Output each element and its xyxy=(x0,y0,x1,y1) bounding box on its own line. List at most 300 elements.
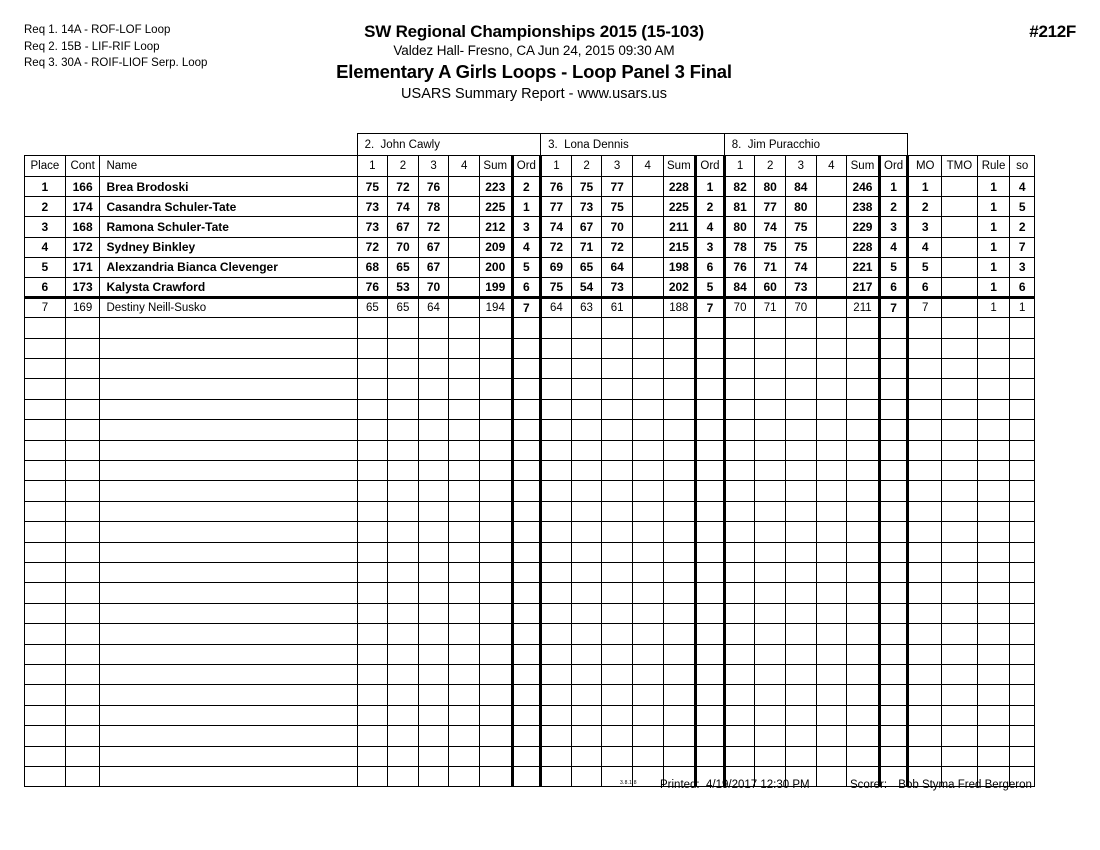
cell-j3-ord: 6 xyxy=(879,277,908,297)
col-header-j2-sum: Sum xyxy=(663,156,696,177)
empty-cell xyxy=(977,440,1010,460)
table-row[interactable] xyxy=(25,277,1035,297)
empty-cell xyxy=(724,603,755,623)
empty-table-row[interactable] xyxy=(25,501,1035,521)
empty-cell xyxy=(357,379,388,399)
scorer-value: Bob Styma Fred Bergeron xyxy=(898,779,1032,791)
col-header-j3-req3: 3 xyxy=(785,156,816,177)
empty-cell xyxy=(977,664,1010,684)
empty-cell xyxy=(847,522,880,542)
cell-j2-req1: 75 xyxy=(541,277,572,297)
table-row[interactable] xyxy=(25,298,1035,318)
empty-cell xyxy=(632,501,663,521)
empty-cell xyxy=(908,318,942,338)
results-table-body xyxy=(25,134,1035,787)
cell-j2-req2: 75 xyxy=(571,177,602,197)
empty-cell xyxy=(571,420,602,440)
cell-place: 7 xyxy=(25,298,66,318)
empty-cell xyxy=(25,522,66,542)
empty-cell xyxy=(357,440,388,460)
empty-cell xyxy=(755,563,786,583)
empty-cell xyxy=(571,624,602,644)
empty-cell xyxy=(1010,440,1035,460)
cell-j2-req1: 77 xyxy=(541,197,572,217)
empty-cell xyxy=(724,522,755,542)
empty-cell xyxy=(449,583,480,603)
empty-cell xyxy=(25,501,66,521)
cell-j2-sum: 202 xyxy=(663,277,696,297)
empty-cell xyxy=(100,542,357,562)
empty-cell xyxy=(479,603,512,623)
empty-cell xyxy=(418,501,449,521)
cell-rule: 1 xyxy=(977,277,1010,297)
empty-table-row[interactable] xyxy=(25,705,1035,725)
empty-cell xyxy=(479,685,512,705)
cell-j3-sum: 228 xyxy=(847,237,880,257)
empty-cell xyxy=(908,624,942,644)
empty-cell xyxy=(418,481,449,501)
cell-j3-req4 xyxy=(816,177,847,197)
empty-table-row[interactable] xyxy=(25,542,1035,562)
empty-cell xyxy=(25,563,66,583)
empty-cell xyxy=(879,461,908,481)
empty-cell xyxy=(977,603,1010,623)
empty-cell xyxy=(879,399,908,419)
empty-table-row[interactable] xyxy=(25,359,1035,379)
empty-cell xyxy=(512,359,541,379)
empty-cell xyxy=(724,624,755,644)
empty-cell xyxy=(816,399,847,419)
cell-j1-sum: 194 xyxy=(479,298,512,318)
cell-j3-req3: 70 xyxy=(785,298,816,318)
empty-cell xyxy=(785,501,816,521)
cell-j1-ord: 5 xyxy=(512,257,541,277)
empty-table-row[interactable] xyxy=(25,379,1035,399)
col-header-rule: Rule xyxy=(977,156,1010,177)
empty-cell xyxy=(602,501,633,521)
cell-j2-req4 xyxy=(632,217,663,237)
empty-cell xyxy=(571,379,602,399)
empty-cell xyxy=(357,501,388,521)
empty-cell xyxy=(632,318,663,338)
empty-table-row[interactable] xyxy=(25,583,1035,603)
empty-cell xyxy=(755,399,786,419)
empty-cell xyxy=(571,481,602,501)
cell-j1-req1: 72 xyxy=(357,237,388,257)
empty-cell xyxy=(541,440,572,460)
empty-cell xyxy=(541,583,572,603)
empty-cell xyxy=(696,664,725,684)
table-row[interactable] xyxy=(25,237,1035,257)
cell-j2-req4 xyxy=(632,197,663,217)
empty-cell xyxy=(977,542,1010,562)
table-row[interactable] xyxy=(25,177,1035,197)
empty-cell xyxy=(696,420,725,440)
empty-cell xyxy=(512,522,541,542)
empty-cell xyxy=(25,603,66,623)
empty-cell xyxy=(816,440,847,460)
empty-cell xyxy=(541,522,572,542)
empty-cell xyxy=(100,522,357,542)
cell-j3-req3: 84 xyxy=(785,177,816,197)
empty-cell xyxy=(25,542,66,562)
cell-j1-req4 xyxy=(449,298,480,318)
cell-j2-req4 xyxy=(632,177,663,197)
empty-cell xyxy=(418,685,449,705)
cell-contestant-number: 172 xyxy=(65,237,100,257)
empty-cell xyxy=(724,461,755,481)
empty-cell xyxy=(418,399,449,419)
empty-cell xyxy=(512,501,541,521)
empty-cell xyxy=(541,461,572,481)
empty-cell xyxy=(541,624,572,644)
empty-cell xyxy=(602,522,633,542)
empty-cell xyxy=(908,379,942,399)
cell-j1-req1: 73 xyxy=(357,217,388,237)
empty-cell xyxy=(696,563,725,583)
empty-cell xyxy=(449,399,480,419)
empty-cell xyxy=(602,379,633,399)
cell-j3-ord: 5 xyxy=(879,257,908,277)
empty-cell xyxy=(65,338,100,358)
cell-j3-req2: 74 xyxy=(755,217,786,237)
empty-cell xyxy=(847,420,880,440)
cell-contestant-number: 169 xyxy=(65,298,100,318)
cell-j3-ord: 7 xyxy=(879,298,908,318)
empty-cell xyxy=(663,624,696,644)
cell-j1-sum: 225 xyxy=(479,197,512,217)
empty-cell xyxy=(942,359,978,379)
empty-cell xyxy=(663,338,696,358)
empty-cell xyxy=(1010,746,1035,766)
empty-cell xyxy=(632,726,663,746)
empty-table-row[interactable] xyxy=(25,726,1035,746)
empty-cell xyxy=(602,603,633,623)
judge-band-row xyxy=(25,134,1035,156)
cell-j3-sum: 211 xyxy=(847,298,880,318)
empty-cell xyxy=(785,338,816,358)
empty-cell xyxy=(879,359,908,379)
cell-j1-req3: 70 xyxy=(418,277,449,297)
cell-mo: 2 xyxy=(908,197,942,217)
empty-cell xyxy=(942,746,978,766)
empty-cell xyxy=(418,522,449,542)
cell-j1-req2: 65 xyxy=(388,257,419,277)
judge-panel-header-1 xyxy=(357,134,541,156)
empty-cell xyxy=(512,481,541,501)
empty-cell xyxy=(1010,318,1035,338)
empty-cell xyxy=(724,318,755,338)
col-header-j1-req2: 2 xyxy=(388,156,419,177)
judge-panel-header-2 xyxy=(541,134,725,156)
cell-j3-req4 xyxy=(816,237,847,257)
empty-table-row[interactable] xyxy=(25,624,1035,644)
cell-j3-sum: 246 xyxy=(847,177,880,197)
empty-cell xyxy=(755,501,786,521)
empty-cell xyxy=(816,746,847,766)
empty-table-row[interactable] xyxy=(25,664,1035,684)
empty-cell xyxy=(571,583,602,603)
empty-cell xyxy=(449,685,480,705)
report-subtitle: USARS Summary Report - www.usars.us xyxy=(401,86,667,102)
empty-cell xyxy=(977,420,1010,440)
empty-cell xyxy=(1010,542,1035,562)
cell-j1-ord: 1 xyxy=(512,197,541,217)
cell-j3-req4 xyxy=(816,277,847,297)
empty-cell xyxy=(632,685,663,705)
cell-j2-req4 xyxy=(632,257,663,277)
printed-label: Printed: xyxy=(660,779,700,791)
cell-rule: 1 xyxy=(977,197,1010,217)
empty-cell xyxy=(25,379,66,399)
empty-cell xyxy=(942,563,978,583)
cell-j1-req1: 68 xyxy=(357,257,388,277)
empty-cell xyxy=(847,705,880,725)
empty-cell xyxy=(65,746,100,766)
empty-cell xyxy=(696,481,725,501)
empty-cell xyxy=(663,542,696,562)
empty-cell xyxy=(942,379,978,399)
empty-cell xyxy=(847,440,880,460)
empty-cell xyxy=(541,563,572,583)
judge-name: John Cawly xyxy=(380,138,440,151)
empty-cell xyxy=(65,481,100,501)
empty-cell xyxy=(512,399,541,419)
empty-cell xyxy=(977,685,1010,705)
empty-cell xyxy=(512,746,541,766)
empty-cell xyxy=(25,359,66,379)
empty-cell xyxy=(663,522,696,542)
cell-j3-ord: 2 xyxy=(879,197,908,217)
empty-cell xyxy=(696,359,725,379)
empty-cell xyxy=(977,379,1010,399)
empty-cell xyxy=(388,359,419,379)
empty-table-row[interactable] xyxy=(25,685,1035,705)
empty-cell xyxy=(65,624,100,644)
cell-j1-req3: 72 xyxy=(418,217,449,237)
cell-j2-ord: 5 xyxy=(696,277,725,297)
cell-skater-name: Alexzandria Bianca Clevenger xyxy=(100,257,357,277)
empty-cell xyxy=(25,664,66,684)
printed-timestamp xyxy=(660,779,810,791)
empty-cell xyxy=(908,440,942,460)
empty-cell xyxy=(418,603,449,623)
empty-cell xyxy=(571,603,602,623)
empty-cell xyxy=(785,624,816,644)
cell-contestant-number: 166 xyxy=(65,177,100,197)
cell-j3-sum: 221 xyxy=(847,257,880,277)
judge-number: 3. xyxy=(548,138,558,151)
empty-table-row[interactable] xyxy=(25,338,1035,358)
cell-skater-name: Destiny Neill-Susko xyxy=(100,298,357,318)
empty-cell xyxy=(449,318,480,338)
cell-j3-req4 xyxy=(816,298,847,318)
col-header-mo: MO xyxy=(908,156,942,177)
table-row[interactable] xyxy=(25,257,1035,277)
empty-cell xyxy=(724,726,755,746)
cell-j2-req3: 77 xyxy=(602,177,633,197)
empty-cell xyxy=(847,542,880,562)
cell-rule: 1 xyxy=(977,237,1010,257)
empty-cell xyxy=(65,542,100,562)
cell-mo: 3 xyxy=(908,217,942,237)
cell-so: 5 xyxy=(1010,197,1035,217)
empty-cell xyxy=(632,399,663,419)
venue-and-datetime: Valdez Hall- Fresno, CA Jun 24, 2015 09:30 AM xyxy=(393,43,675,58)
empty-cell xyxy=(977,563,1010,583)
cell-j1-sum: 199 xyxy=(479,277,512,297)
cell-j3-req4 xyxy=(816,217,847,237)
empty-cell xyxy=(1010,481,1035,501)
empty-cell xyxy=(724,542,755,562)
empty-table-row[interactable] xyxy=(25,644,1035,664)
col-header-j3-req4: 4 xyxy=(816,156,847,177)
empty-table-row[interactable] xyxy=(25,318,1035,338)
cell-j3-req2: 77 xyxy=(755,197,786,217)
cell-j1-req3: 76 xyxy=(418,177,449,197)
table-row[interactable] xyxy=(25,217,1035,237)
cell-j2-req2: 65 xyxy=(571,257,602,277)
empty-cell xyxy=(602,440,633,460)
empty-cell xyxy=(100,603,357,623)
col-header-cont: Cont xyxy=(65,156,100,177)
empty-cell xyxy=(879,563,908,583)
empty-cell xyxy=(541,501,572,521)
empty-table-row[interactable] xyxy=(25,481,1035,501)
empty-cell xyxy=(418,624,449,644)
empty-cell xyxy=(847,583,880,603)
cell-j2-ord: 1 xyxy=(696,177,725,197)
empty-cell xyxy=(755,624,786,644)
cell-j2-sum: 211 xyxy=(663,217,696,237)
cell-j2-req1: 74 xyxy=(541,217,572,237)
empty-cell xyxy=(847,685,880,705)
table-row[interactable] xyxy=(25,197,1035,217)
empty-cell xyxy=(602,726,633,746)
empty-cell xyxy=(942,481,978,501)
empty-cell xyxy=(25,746,66,766)
cell-j1-req1: 73 xyxy=(357,197,388,217)
empty-cell xyxy=(663,563,696,583)
empty-cell xyxy=(100,685,357,705)
cell-skater-name: Kalysta Crawford xyxy=(100,277,357,297)
empty-cell xyxy=(357,583,388,603)
cell-j2-sum: 215 xyxy=(663,237,696,257)
empty-cell xyxy=(602,542,633,562)
empty-cell xyxy=(663,399,696,419)
empty-cell xyxy=(100,318,357,338)
empty-cell xyxy=(724,563,755,583)
empty-cell xyxy=(388,522,419,542)
cell-j3-req4 xyxy=(816,197,847,217)
cell-j2-req2: 63 xyxy=(571,298,602,318)
empty-cell xyxy=(785,746,816,766)
empty-cell xyxy=(541,399,572,419)
cell-rule: 1 xyxy=(977,257,1010,277)
empty-cell xyxy=(785,522,816,542)
empty-cell xyxy=(785,583,816,603)
empty-cell xyxy=(449,338,480,358)
empty-cell xyxy=(816,318,847,338)
empty-cell xyxy=(418,542,449,562)
cell-j2-req2: 71 xyxy=(571,237,602,257)
empty-cell xyxy=(65,603,100,623)
cell-j1-req4 xyxy=(449,217,480,237)
empty-cell xyxy=(879,583,908,603)
empty-cell xyxy=(785,563,816,583)
cell-contestant-number: 171 xyxy=(65,257,100,277)
cell-skater-name: Brea Brodoski xyxy=(100,177,357,197)
empty-cell xyxy=(816,583,847,603)
col-header-j2-req1: 1 xyxy=(541,156,572,177)
empty-cell xyxy=(65,522,100,542)
empty-cell xyxy=(449,664,480,684)
empty-table-row[interactable] xyxy=(25,420,1035,440)
cell-j3-req4 xyxy=(816,257,847,277)
empty-cell xyxy=(541,664,572,684)
judge-band-spacer-right xyxy=(908,134,1035,156)
cell-j1-ord: 4 xyxy=(512,237,541,257)
empty-cell xyxy=(632,338,663,358)
cell-j2-ord: 6 xyxy=(696,257,725,277)
empty-table-row[interactable] xyxy=(25,563,1035,583)
empty-cell xyxy=(65,461,100,481)
empty-table-row[interactable] xyxy=(25,746,1035,766)
empty-cell xyxy=(100,563,357,583)
empty-table-row[interactable] xyxy=(25,461,1035,481)
empty-cell xyxy=(724,440,755,460)
cell-tmo xyxy=(942,217,978,237)
empty-cell xyxy=(632,603,663,623)
software-version: 3.8.1.8 xyxy=(620,780,637,786)
empty-cell xyxy=(571,644,602,664)
cell-j2-req1: 64 xyxy=(541,298,572,318)
empty-cell xyxy=(785,481,816,501)
empty-cell xyxy=(847,338,880,358)
cell-j2-req4 xyxy=(632,277,663,297)
empty-cell xyxy=(571,440,602,460)
empty-cell xyxy=(512,420,541,440)
empty-cell xyxy=(25,420,66,440)
col-header-j3-req2: 2 xyxy=(755,156,786,177)
empty-cell xyxy=(418,746,449,766)
cell-j1-sum: 212 xyxy=(479,217,512,237)
empty-table-row[interactable] xyxy=(25,399,1035,419)
cell-skater-name: Sydney Binkley xyxy=(100,237,357,257)
empty-cell xyxy=(785,420,816,440)
empty-cell xyxy=(388,481,419,501)
empty-cell xyxy=(942,583,978,603)
empty-cell xyxy=(879,338,908,358)
cell-j3-req1: 84 xyxy=(724,277,755,297)
cell-rule: 1 xyxy=(977,177,1010,197)
empty-cell xyxy=(908,359,942,379)
empty-cell xyxy=(847,726,880,746)
judge-panel-header-3 xyxy=(724,134,908,156)
empty-cell xyxy=(785,359,816,379)
empty-cell xyxy=(663,501,696,521)
empty-cell xyxy=(449,644,480,664)
col-header-j2-req4: 4 xyxy=(632,156,663,177)
empty-cell xyxy=(696,318,725,338)
empty-table-row[interactable] xyxy=(25,440,1035,460)
empty-cell xyxy=(879,318,908,338)
empty-cell xyxy=(100,420,357,440)
empty-table-row[interactable] xyxy=(25,603,1035,623)
empty-table-row[interactable] xyxy=(25,522,1035,542)
cell-j1-req2: 74 xyxy=(388,197,419,217)
empty-cell xyxy=(696,379,725,399)
